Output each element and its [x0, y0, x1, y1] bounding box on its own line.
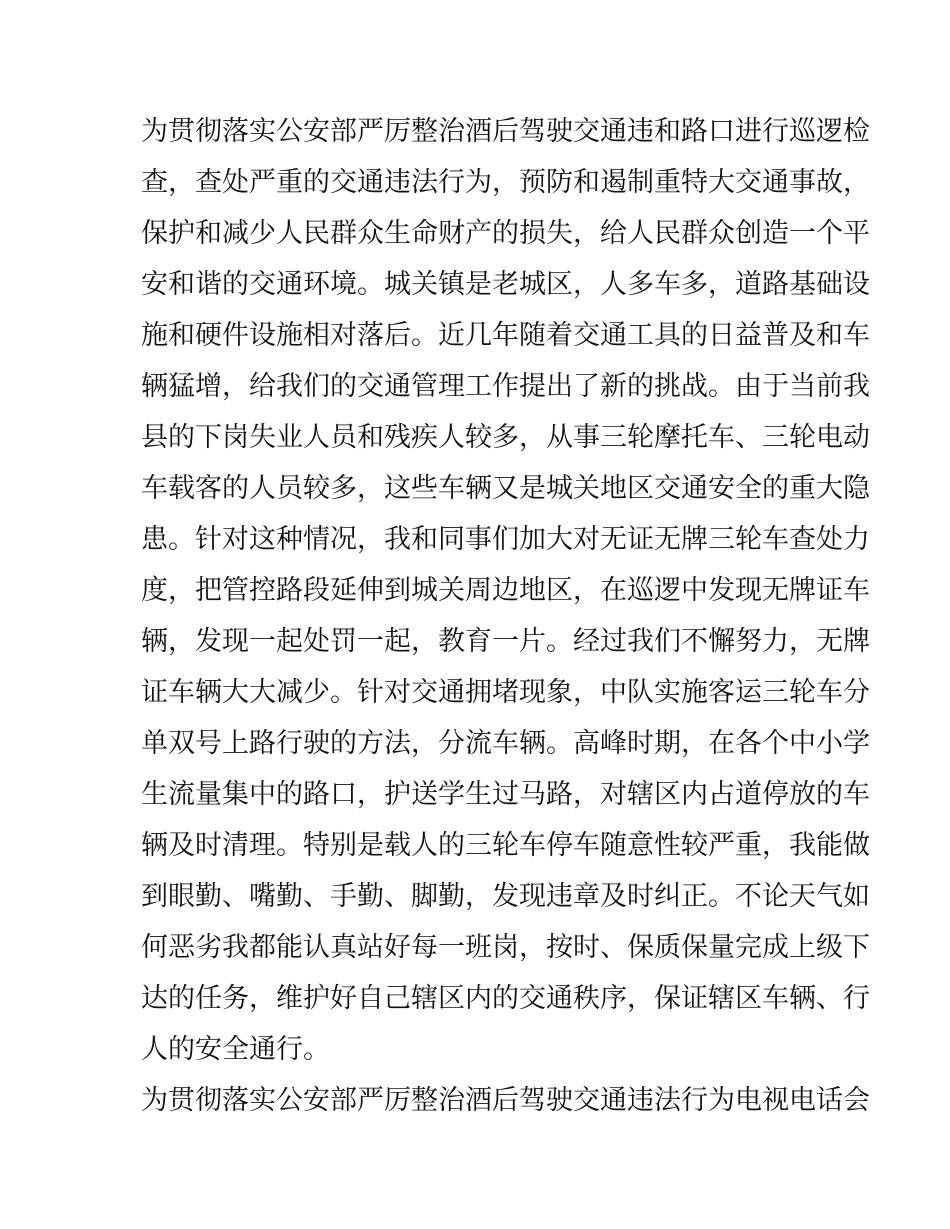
- text-line: 患。针对这种情况，我和同事们加大对无证无牌三轮车查处力: [141, 524, 870, 555]
- body-text: [141, 106, 870, 1126]
- text-line: 辆猛增，给我们的交通管理工作提出了新的挑战。由于当前我: [141, 371, 870, 402]
- text-line: 证车辆大大减少。针对交通拥堵现象，中队实施客运三轮车分: [141, 677, 870, 708]
- text-line: 施和硬件设施相对落后。近几年随着交通工具的日益普及和车: [141, 320, 870, 351]
- text-line: 到眼勤、嘴勤、手勤、脚勤，发现违章及时纠正。不论天气如: [141, 881, 870, 912]
- text-line: 为贯彻落实公安部严厉整治酒后驾驶交通违和路口进行巡逻检: [141, 116, 870, 147]
- text-line: 县的下岗失业人员和残疾人较多，从事三轮摩托车、三轮电动: [141, 422, 870, 453]
- text-line: 何恶劣我都能认真站好每一班岗，按时、保质保量完成上级下: [141, 932, 870, 963]
- paragraph-1: [141, 106, 870, 1075]
- text-line: 生流量集中的路口，护送学生过马路，对辖区内占道停放的车: [141, 779, 870, 810]
- text-line: 辆，发现一起处罚一起，教育一片。经过我们不懈努力，无牌: [141, 626, 870, 657]
- text-line: 为贯彻落实公安部严厉整治酒后驾驶交通违法行为电视电话会: [141, 1085, 870, 1116]
- text-line: 单双号上路行驶的方法，分流车辆。高峰时期，在各个中小学: [141, 728, 870, 759]
- text-line: 达的任务，维护好自己辖区内的交通秩序，保证辖区车辆、行: [141, 983, 870, 1014]
- text-line: 辆及时清理。特别是载人的三轮车停车随意性较严重，我能做: [141, 830, 870, 861]
- text-line: 查，查处严重的交通违法行为，预防和遏制重特大交通事故，: [141, 167, 870, 198]
- text-line: 安和谐的交通环境。城关镇是老城区，人多车多，道路基础设: [141, 269, 870, 300]
- text-line: 人的安全通行。: [141, 1034, 330, 1065]
- paragraph-2: [141, 1075, 870, 1126]
- text-line: 保护和减少人民群众生命财产的损失，给人民群众创造一个平: [141, 218, 870, 249]
- text-line: 度，把管控路段延伸到城关周边地区，在巡逻中发现无牌证车: [141, 575, 870, 606]
- text-line: 车载客的人员较多，这些车辆又是城关地区交通安全的重大隐: [141, 473, 870, 504]
